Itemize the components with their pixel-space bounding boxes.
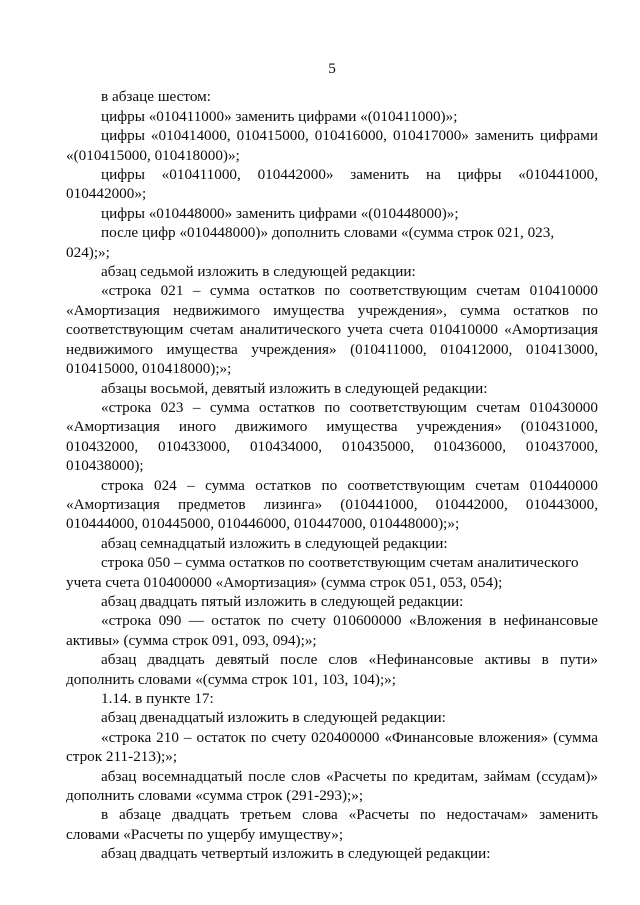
- paragraph: абзац двадцать четвертый изложить в следующей редакции:: [101, 845, 491, 863]
- document-body: [66, 87, 598, 863]
- paragraph: строка 050 – сумма остатков по соответствующим счетам аналитического учета счета 010400000 «Амортизация» (сумма строк 051, 053, 054);: [66, 554, 579, 591]
- paragraph: абзац двадцать девятый после слов «Нефинансовые активы в пути» дополнить словами «(сумма строк 101, 103, 104);»;: [66, 651, 598, 688]
- paragraph: 1.14. в пункте 17:: [101, 690, 214, 707]
- paragraph: цифры «010411000» заменить цифрами «(010411000)»;: [101, 107, 458, 125]
- paragraph: «строка 023 – сумма остатков по соответствующим счетам 010430000 «Амортизация иного движимого имущества учреждения» (010431000, 010432000, 010433000, 010434000, 010435000, 010436000, 010437000, 010438000);: [66, 398, 598, 475]
- paragraph: абзац восемнадцатый после слов «Расчеты по кредитам, займам (ссудам)» дополнить словами «сумма строк (291-293);»;: [66, 767, 598, 805]
- paragraph: «строка 210 – остаток по счету 020400000 «Финансовые вложения» (сумма строк 211-213);»;: [66, 728, 598, 766]
- paragraph: цифры «010411000, 010442000» заменить на цифры «010441000, 010442000»;: [66, 166, 598, 203]
- paragraph: абзац двадцать пятый изложить в следующей редакции:: [101, 592, 464, 610]
- paragraph: цифры «010448000» заменить цифрами «(010448000)»;: [101, 204, 459, 222]
- paragraph: цифры «010414000, 010415000, 010416000, 010417000» заменить цифрами «(010415000, 010418000)»;: [66, 127, 598, 164]
- paragraph: в абзаце шестом:: [101, 88, 211, 106]
- paragraph: строка 024 – сумма остатков по соответствующим счетам 010440000 «Амортизация предметов лизинга» (010441000, 010442000, 010443000, 010444000, 010445000, 010446000, 010447000, 010448000);»;: [66, 476, 598, 533]
- paragraph: в абзаце двадцать третьем слова «Расчеты по недостачам» заменить словами «Расчеты по ущербу имуществу»;: [66, 806, 598, 843]
- paragraph: абзац седьмой изложить в следующей редакции:: [101, 263, 416, 281]
- paragraph: абзац семнадцатый изложить в следующей редакции:: [101, 534, 448, 552]
- paragraph: после цифр «010448000)» дополнить словами «(сумма строк 021, 023, 024);»;: [66, 224, 555, 261]
- paragraph: абзацы восьмой, девятый изложить в следующей редакции:: [101, 379, 488, 397]
- paragraph: абзац двенадцатый изложить в следующей редакции:: [101, 709, 446, 727]
- paragraph: «строка 021 – сумма остатков по соответствующим счетам 010410000 «Амортизация недвижимого имущества учреждения», сумма остатков по соответствующим счетам аналитического учета счета 010410000 «Амортизация недвижимого имущества учреждения» (010411000, 010412000, 010413000, 010415000, 010418000);»;: [66, 282, 598, 378]
- paragraph: «строка 090 — остаток по счету 010600000 «Вложения в нефинансовые активы» (сумма строк 091, 093, 094);»;: [66, 612, 598, 649]
- page-number: 5: [328, 60, 336, 77]
